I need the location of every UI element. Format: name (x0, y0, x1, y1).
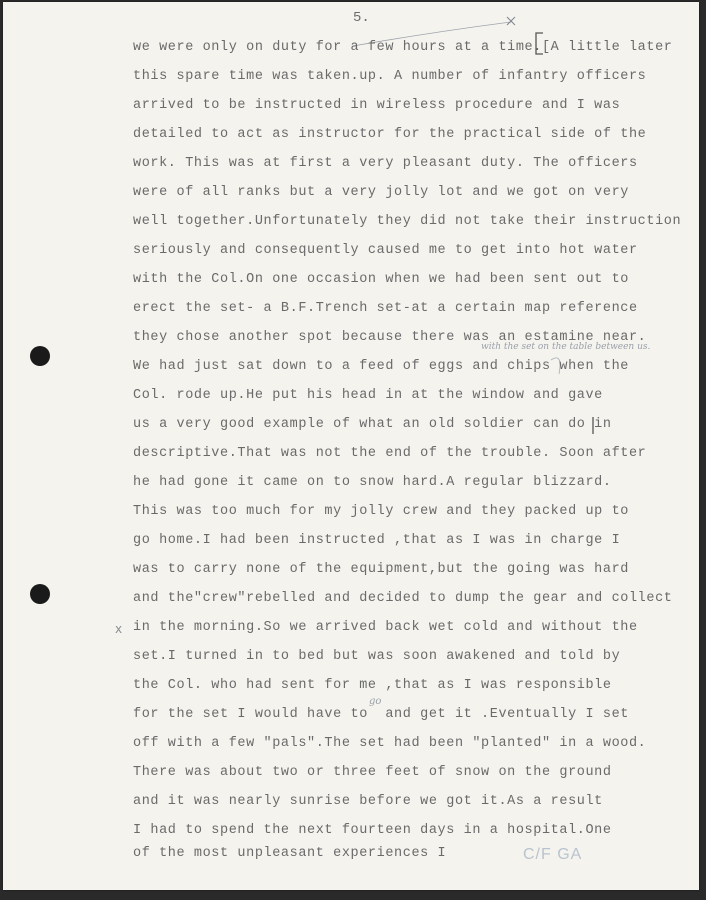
text-line: There was about two or three feet of snow on the ground (133, 765, 612, 780)
text-line: set.I turned in to bed but was soon awakened and told by (133, 649, 621, 664)
text-line: we were only on duty for a few hours at a time.[A little later (133, 40, 673, 55)
text-line: This was too much for my jolly crew and they packed up to (133, 504, 629, 519)
text-line: erect the set- a B.F.Trench set-at a certain map reference (133, 301, 638, 316)
text-line: us a very good example of what an old soldier can do in (133, 417, 612, 432)
text-line: for the set I would have to and get it .Eventually I set (133, 707, 629, 722)
text-line: and the"crew"rebelled and decided to dump the gear and collect (133, 591, 673, 606)
text-line: the Col. who had sent for me ,that as I was responsible (133, 678, 612, 693)
margin-mark: x (115, 622, 123, 636)
text-line: work. This was at first a very pleasant duty. The officers (133, 156, 638, 171)
typed-text (3, 2, 699, 890)
text-line: and it was nearly sunrise before we got it.As a result (133, 794, 603, 809)
text-line: I had to spend the next fourteen days in a hospital.One (133, 823, 612, 838)
archive-stamp: C/F GA (523, 846, 583, 863)
text-line: arrived to be instructed in wireless procedure and I was (133, 98, 621, 113)
page-number: 5. (353, 10, 370, 26)
text-line: well together.Unfortunately they did not take their instruction (133, 214, 682, 229)
text-line: with the Col.On one occasion when we had been sent out to (133, 272, 629, 287)
text-line: off with a few "pals".The set had been "planted" in a wood. (133, 736, 647, 751)
text-line: of the most unpleasant experiences I (133, 846, 447, 861)
text-line: in the morning.So we arrived back wet cold and without the (133, 620, 638, 635)
text-line: they chose another spot because there was an estamine near. (133, 330, 647, 345)
text-line: Col. rode up.He put his head in at the window and gave (133, 388, 603, 403)
text-line: detailed to act as instructor for the practical side of the (133, 127, 647, 142)
document-page (3, 2, 699, 890)
text-line: was to carry none of the equipment,but the going was hard (133, 562, 629, 577)
text-line: he had gone it came on to snow hard.A regular blizzard. (133, 475, 612, 490)
text-line: were of all ranks but a very jolly lot and we got on very (133, 185, 629, 200)
text-line: We had just sat down to a feed of eggs and chips when the (133, 359, 629, 374)
text-line: go home.I had been instructed ,that as I was in charge I (133, 533, 621, 548)
handwritten-insertion-go: go (369, 696, 382, 707)
handwritten-insertion: with the set on the table between us. (481, 342, 651, 352)
text-line: seriously and consequently caused me to get into hot water (133, 243, 638, 258)
text-line: descriptive.That was not the end of the trouble. Soon after (133, 446, 647, 461)
text-line: this spare time was taken.up. A number of infantry officers (133, 69, 647, 84)
